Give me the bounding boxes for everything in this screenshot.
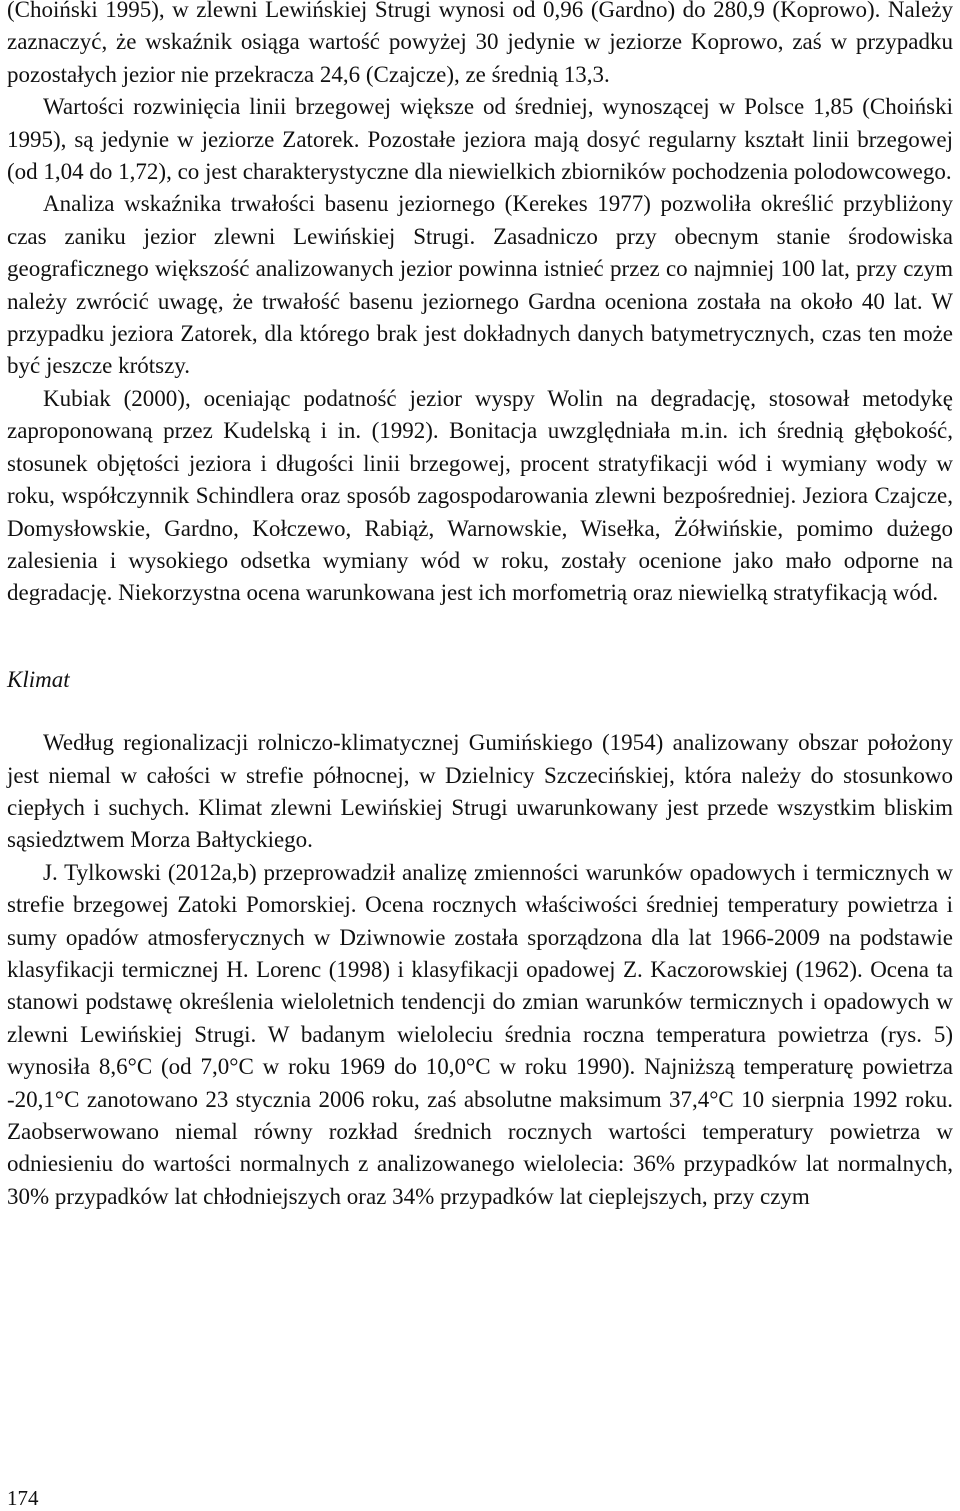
- paragraph-basin-durability: Analiza wskaźnika trwałości basenu jeziornego (Kerekes 1977) pozwoliła określić przybliżony czas zaniku jezior zlewni Lewińskiej Strugi. Zasadniczo przy obecnym stanie środowiska geograficznego większość analizowanych jezior powinna istnieć przez co najmniej 100 lat, przy czym należy zwrócić uwagę, że trwałość basenu jeziornego Gardna oceniona została na około 40 lat. W przypadku jeziora Zatorek, dla którego brak jest dokładnych danych batymetrycznych, czas ten może być jeszcze krótszy.: [7, 191, 953, 379]
- paragraph-climate-region: Według regionalizacji rolniczo-klimatycznej Gumińskiego (1954) analizowany obszar położony jest niemal w całości w strefie północnej, w Dzielnicy Szczecińskiej, która należy do stosunkowo ciepłych i suchych. Klimat zlewni Lewińskiej Strugi uwarunkowany jest przede wszystkim bliskim sąsiedztwem Morza Bałtyckiego.: [7, 730, 953, 853]
- paragraph-shoreline: Wartości rozwinięcia linii brzegowej większe od średniej, wynoszącej w Polsce 1,85 (Choiński 1995), są jedynie w jeziorze Zatorek. Pozostałe jeziora mają dosyć regularny kształt linii brzegowej (od 1,04 do 1,72), co jest charakterystyczne dla niewielkich zbiorników pochodzenia polodowcowego.: [7, 94, 953, 185]
- paragraph-lake-index: (Choiński 1995), w zlewni Lewińskiej Strugi wynosi od 0,96 (Gardno) do 280,9 (Koprowo). Należy zaznaczyć, że wskaźnik osiąga wartość powyżej 30 jedynie w jeziorze Koprowo, zaś w przypadku pozostałych jezior nie przekracza 24,6 (Czajcze), ze średnią 13,3.: [7, 0, 953, 87]
- paragraph-climate-analysis: J. Tylkowski (2012a,b) przeprowadził analizę zmienności warunków opadowych i termicznych w strefie brzegowej Zatoki Pomorskiej. Ocena rocznych właściwości średniej temperatury powietrza i sumy opadów atmosferycznych w Dziwnowie została sporządzona dla lat 1966-2009 na podstawie klasyfikacji termicznej H. Lorenc (1998) i klasyfikacji opadowej Z. Kaczorowskiej (1962). Ocena ta stanowi podstawę określenia wieloletnich tendencji do zmian warunków termicznych i opadowych w zlewni Lewińskiej Strugi. W badanym wieloleciu średnia roczna temperatura powietrza (rys. 5) wynosiła 8,6°C (od 7,0°C w roku 1969 do 10,0°C w roku 1990). Najniższą temperaturę powietrza -20,1°C zanotowano 23 stycznia 2006 roku, zaś absolutne maksimum 37,4°C 10 sierpnia 1992 roku. Zaobserwowano niemal równy rozkład średnich rocznych wartości temperatury powietrza w odniesieniu do wartości normalnych z analizowanego wielolecia: 36% przypadków lat normalnych, 30% przypadków lat chłodniejszych oraz 34% przypadków lat cieplejszych, przy czym: [7, 859, 953, 1209]
- section-title: Klimat: [7, 666, 70, 692]
- paragraph-degradation: Kubiak (2000), oceniając podatność jezior wyspy Wolin na degradację, stosował metodykę zaproponowaną przez Kudelską i in. (1992). Bonitacja uwzględniała m.in. ich średnią głębokość, stosunek objętości jeziora i długości linii brzegowej, procent stratyfikacji wód i wymiany wody w roku, współczynnik Schindlera oraz sposób zagospodarowania zlewni bezpośredniej. Jeziora Czajcze, Domysłowskie, Gardno, Kołczewo, Rabiąż, Warnowskie, Wisełka, Żółwińskie, pomimo dużego zalesienia i wysokiego odsetka wymiany wód w roku, zostały ocenione jako mało odporne na degradację. Niekorzystna ocena warunkowana jest ich morfometrią oraz niewielką stratyfikacją wód.: [7, 385, 953, 606]
- document-page: [7, 0, 953, 1213]
- page-number: 174: [7, 1486, 39, 1510]
